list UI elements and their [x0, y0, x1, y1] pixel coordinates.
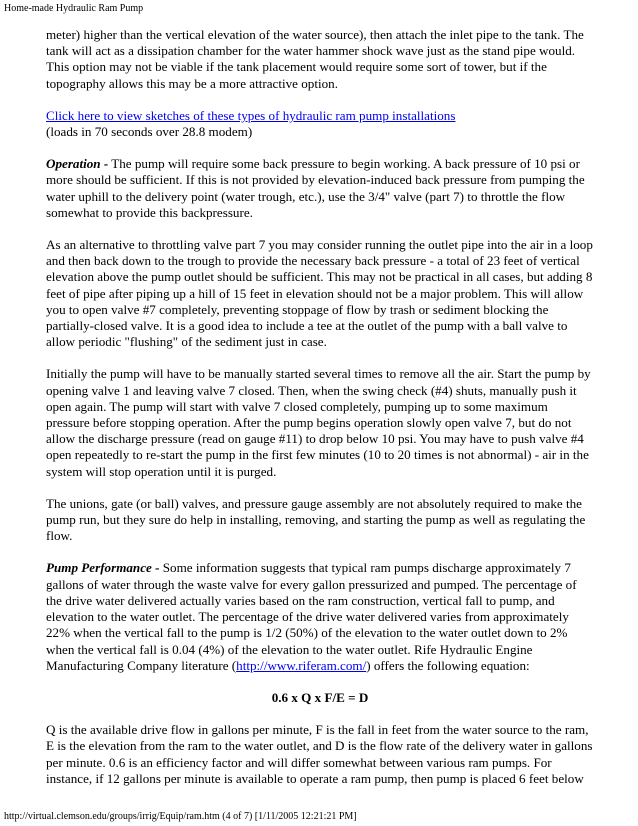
sketch-load-note: (loads in 70 seconds over 28.8 modem) [46, 124, 253, 140]
paragraph-initial-start: Initially the pump will have to be manually started several times to remove all the air. Start the pump by opening valve 1 and leaving valve 7 closed. Then, when the swing check (#4) shuts, manually push it open again. The pump will start with valve 7 closed completely, pumping up to some maximum pressure before stopping operation. After the pump begins operation slowly open valve 7, but do not allow the discharge pressure (read on gauge #11) to drop below 10 psi. You may have to push valve #4 open repeatedly to re-start the pump in the first few minutes (10 to 20 times is not abnormal) - air in the system will stop operation until it is purged. [46, 366, 591, 479]
document-body [46, 27, 594, 803]
paragraph-alternative: As an alternative to throttling valve part 7 you may consider running the outlet pipe into the air in a loop and then back down to the trough to provide the necessary back pressure - a total of 23 feet of vertical elevation above the pump outlet should be sufficient. This may not be practical in all cases, but adding 8 feet of pipe after piping up a hill of 15 feet in elevation should not be a major problem. This will allow you to open valve #7 completely, preventing stoppage of flow by trash or sediment blocking the partially-closed valve. It is a good idea to include a tee at the outlet of the pump with a ball valve to allow periodic "flushing" of the sediment just in case. [46, 237, 593, 350]
sketch-link-paragraph [46, 108, 594, 124]
sketches-link[interactable]: Click here to view sketches of these types of hydraulic ram pump installations [46, 107, 456, 123]
paragraph-performance [46, 560, 594, 673]
performance-label: Pump Performance - [46, 560, 160, 576]
paragraph-equation-terms: Q is the available drive flow in gallons per minute, F is the fall in feet from the water source to the ram, E is the elevation from the ram to the water outlet, and D is the flow rate of the delivery water in gallons per minute. 0.6 is an efficiency factor and will differ somewhat between various ram pumps. For instance, if 12 gallons per minute is available to operate a ram pump, then pump is placed 6 feet below [46, 722, 593, 786]
paragraph-tank-option: meter) higher than the vertical elevation of the water source), then attach the inlet pipe to the tank. The tank will act as a dissipation chamber for the water hammer shock wave just as the stand pipe would. This option may not be viable if the tank placement would require some sort of tower, but if the topography allows this may be a more attractive option. [46, 27, 584, 91]
performance-text-before: Some information suggests that typical ram pumps discharge approximately 7 gallons of water through the waste valve for every gallon pressurized and pumped. The percentage of the drive water delivered actually varies based on the ram construction, vertical fall to pump, and elevation to the water outlet. The percentage of the drive water delivered varies from approximately 22% when the vertical fall to the pump is 1/2 (50%) of the elevation to the water outlet down to 2% when the vertical fall is 0.04 (4%) of the elevation to the water outlet. Rife Hydraulic Engine Manufacturing Company literature ( [46, 560, 577, 673]
performance-text-after: ) offers the following equation: [366, 657, 530, 673]
page-footer-url: http://virtual.clemson.edu/groups/irrig/Equip/ram.htm (4 of 7) [1/11/2005 12:21:21 PM] [4, 811, 357, 822]
operation-label: Operation - [46, 156, 109, 172]
riferam-link[interactable]: http://www.riferam.com/ [236, 657, 367, 673]
paragraph-operation [46, 156, 594, 221]
ram-equation: 0.6 x Q x F/E = D [271, 689, 369, 705]
paragraph-unions: The unions, gate (or ball) valves, and pressure gauge assembly are not absolutely required to make the pump run, but they sure do help in installing, removing, and starting the pump as well as regulating the flow. [46, 495, 586, 544]
operation-text: The pump will require some back pressure to begin working. A back pressure of 10 psi or more should be sufficient. If this is not provided by elevation-induced back pressure from pumping the water uphill to the delivery point (water trough, etc.), use the 3/4" valve (part 7) to throttle the flow somewhat to provide this backpressure. [46, 156, 585, 220]
page-header-title: Home-made Hydraulic Ram Pump [4, 3, 144, 14]
